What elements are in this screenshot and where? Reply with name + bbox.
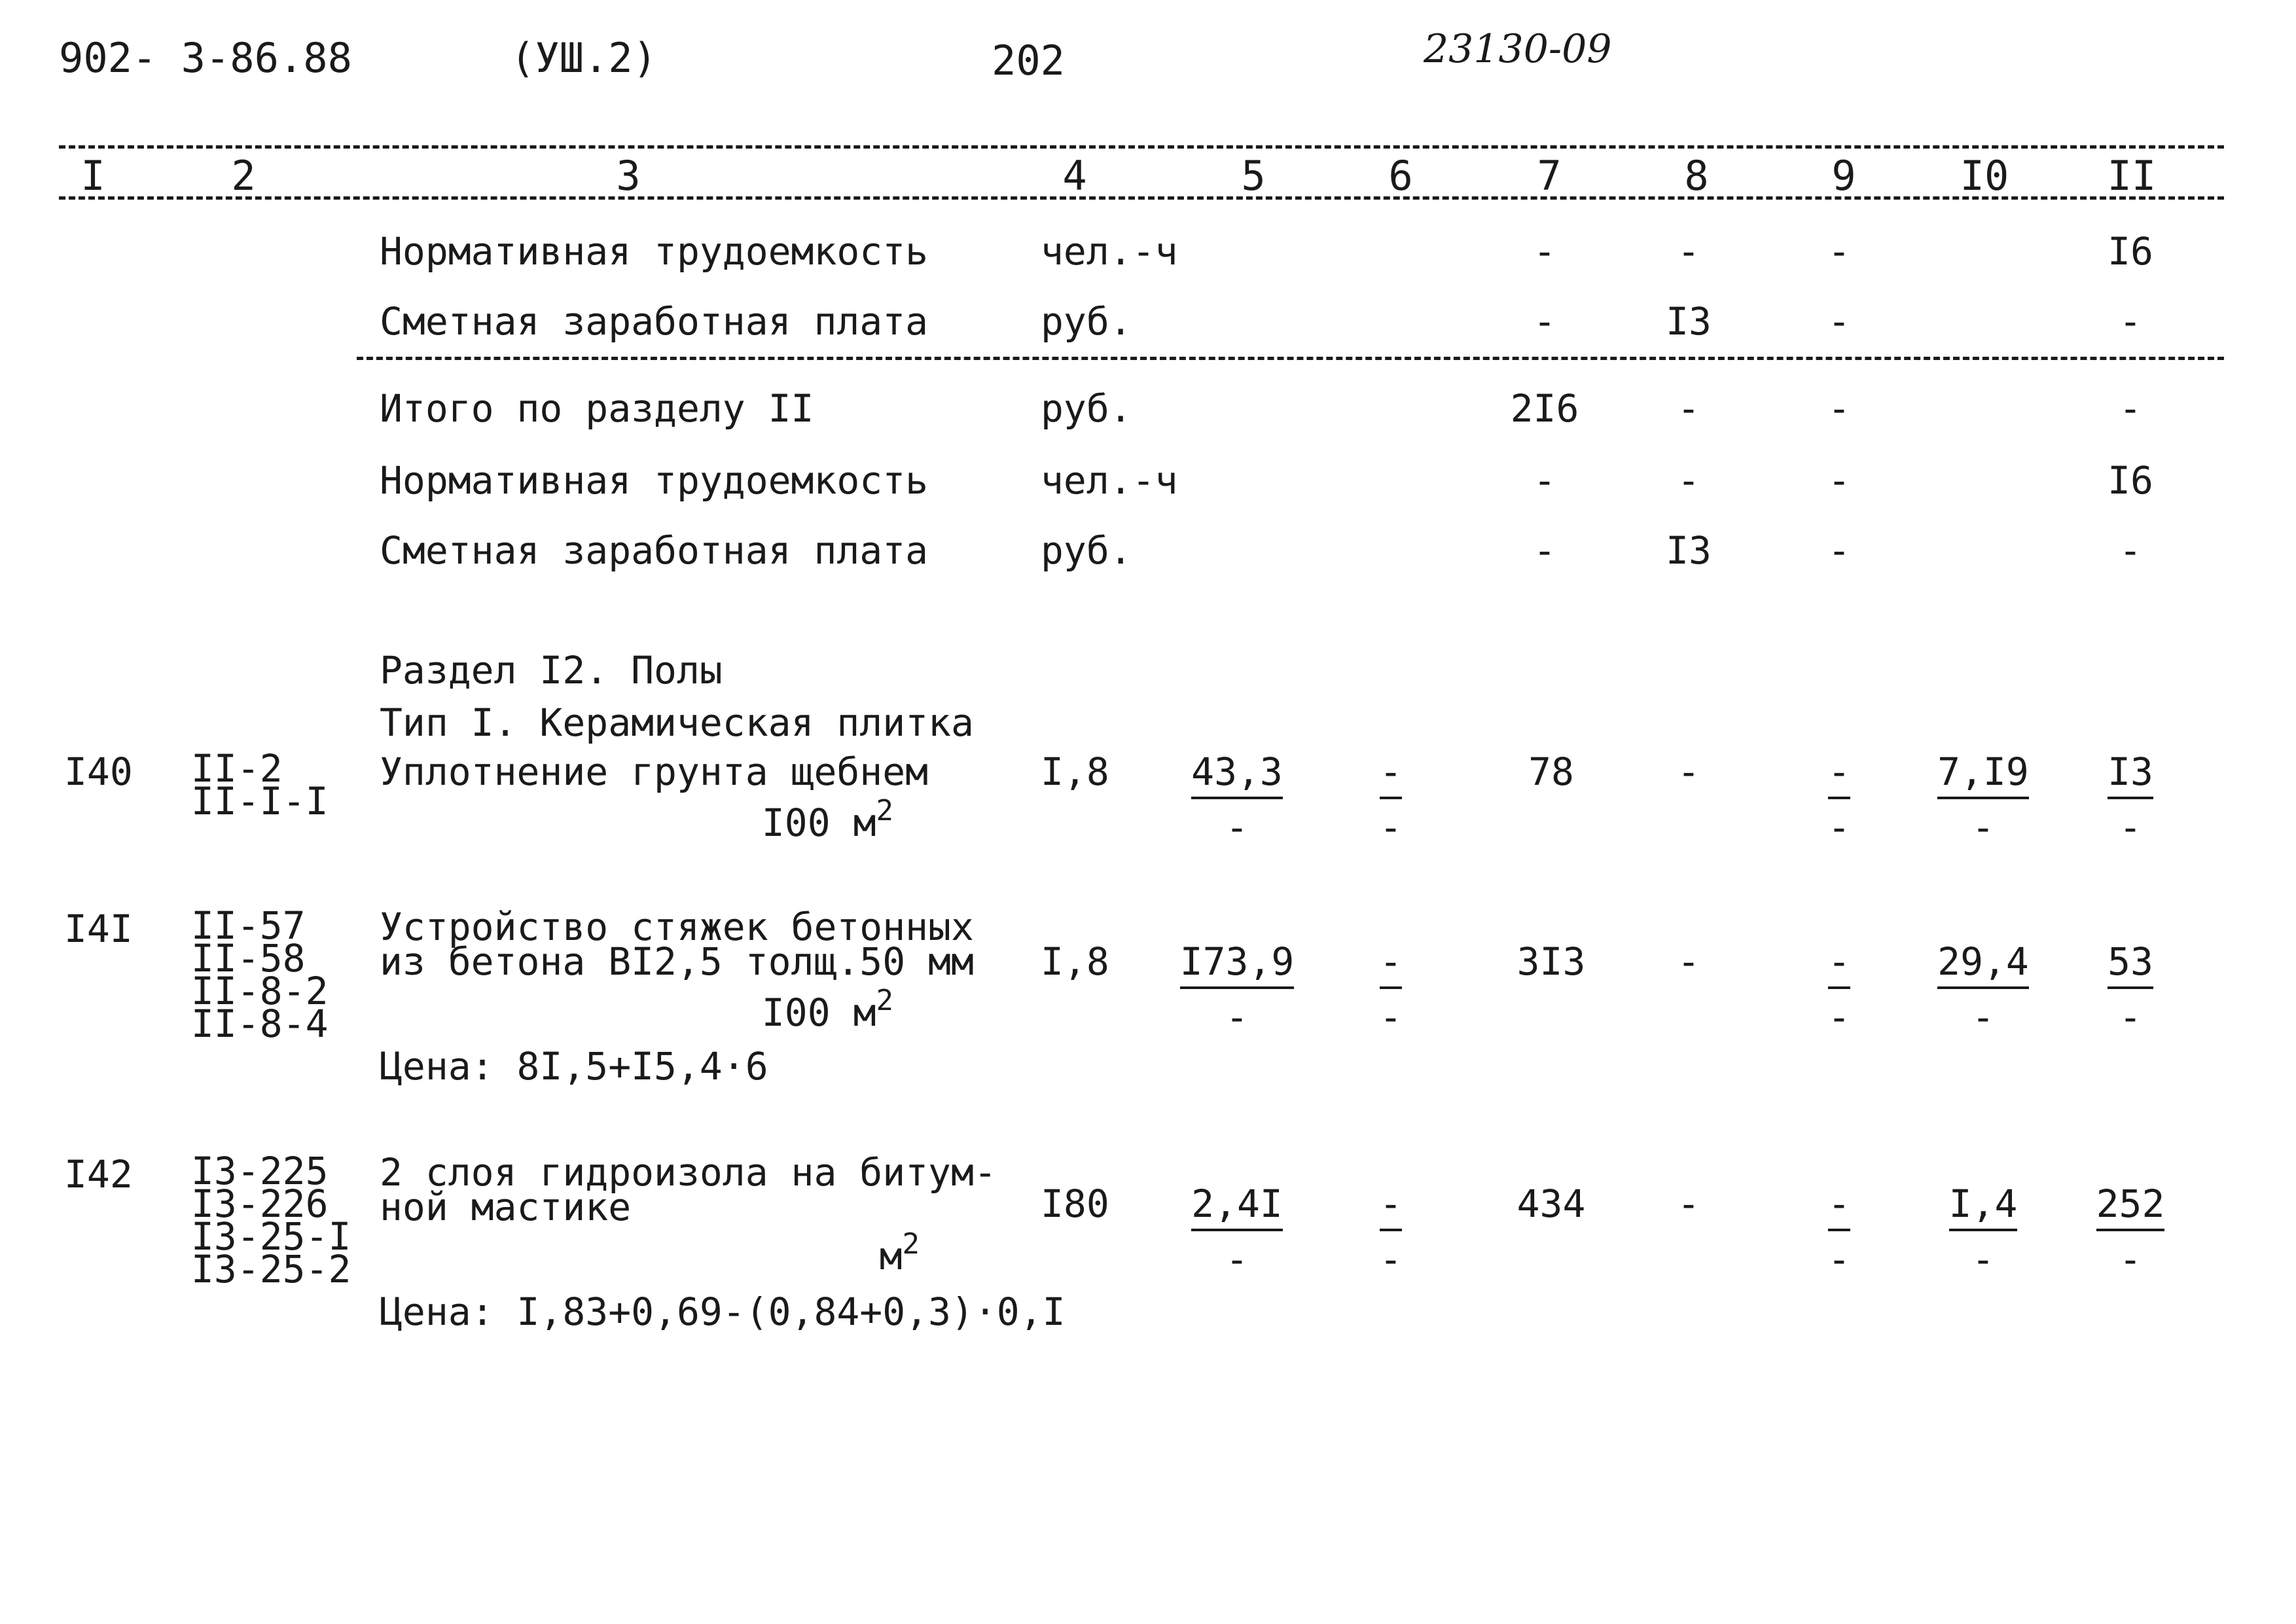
col-header-5: 5 [1241,152,1266,200]
col-header-11: II [2107,152,2157,200]
header-rule-top [59,145,2224,149]
col-header-7: 7 [1537,152,1562,200]
item-price-formula: Цена: 8I,5+I5,4·6 [380,1044,768,1089]
item-number: I42 [64,1152,133,1197]
col-header-10: I0 [1960,152,2009,200]
item-unit: I00 $м^2$ [761,794,893,845]
item-number: I4I [64,907,133,951]
col-header-4: 4 [1062,152,1087,200]
item-price-formula: Цена: I,83+0,69-(0,84+0,3)·0,I [380,1290,1066,1334]
stamp-number: 23130-09 [1424,26,1612,72]
col-header-1: I [81,152,105,200]
item-unit: I00 $м^2$ [761,984,893,1035]
header-rule-bottom [59,196,2224,200]
section-code: (УШ.2) [511,34,657,82]
col-header-6: 6 [1388,152,1413,200]
document-code: 902- 3-86.88 [59,34,352,82]
item-codes: I3-225 I3-226 I3-25-I I3-25-2 [191,1149,351,1291]
col-header-8: 8 [1684,152,1709,200]
section-subtitle: Тип I. Керамическая плитка [380,700,974,745]
item-codes: II-57 II-58 II-8-2 II-8-4 [191,903,329,1046]
item-description: Уплотнение грунта щебнем [380,749,929,794]
col-header-3: 3 [616,152,641,200]
item-unit: $м^2$ [879,1227,920,1278]
item-description: 2 слоя гидроизола на битум- ной мастике [380,1150,997,1230]
section-title: Раздел I2. Полы [380,648,723,693]
item-description: Устройство стяжек бетонных из бетона BI2,5 толщ.50 мм [380,905,974,984]
section-total-rule [357,357,2224,360]
col-header-9: 9 [1831,152,1856,200]
page-number: 202 [992,37,1065,84]
item-codes: II-2 II-I-I [191,746,329,823]
item-number: I40 [64,749,133,794]
col-header-2: 2 [231,152,256,200]
